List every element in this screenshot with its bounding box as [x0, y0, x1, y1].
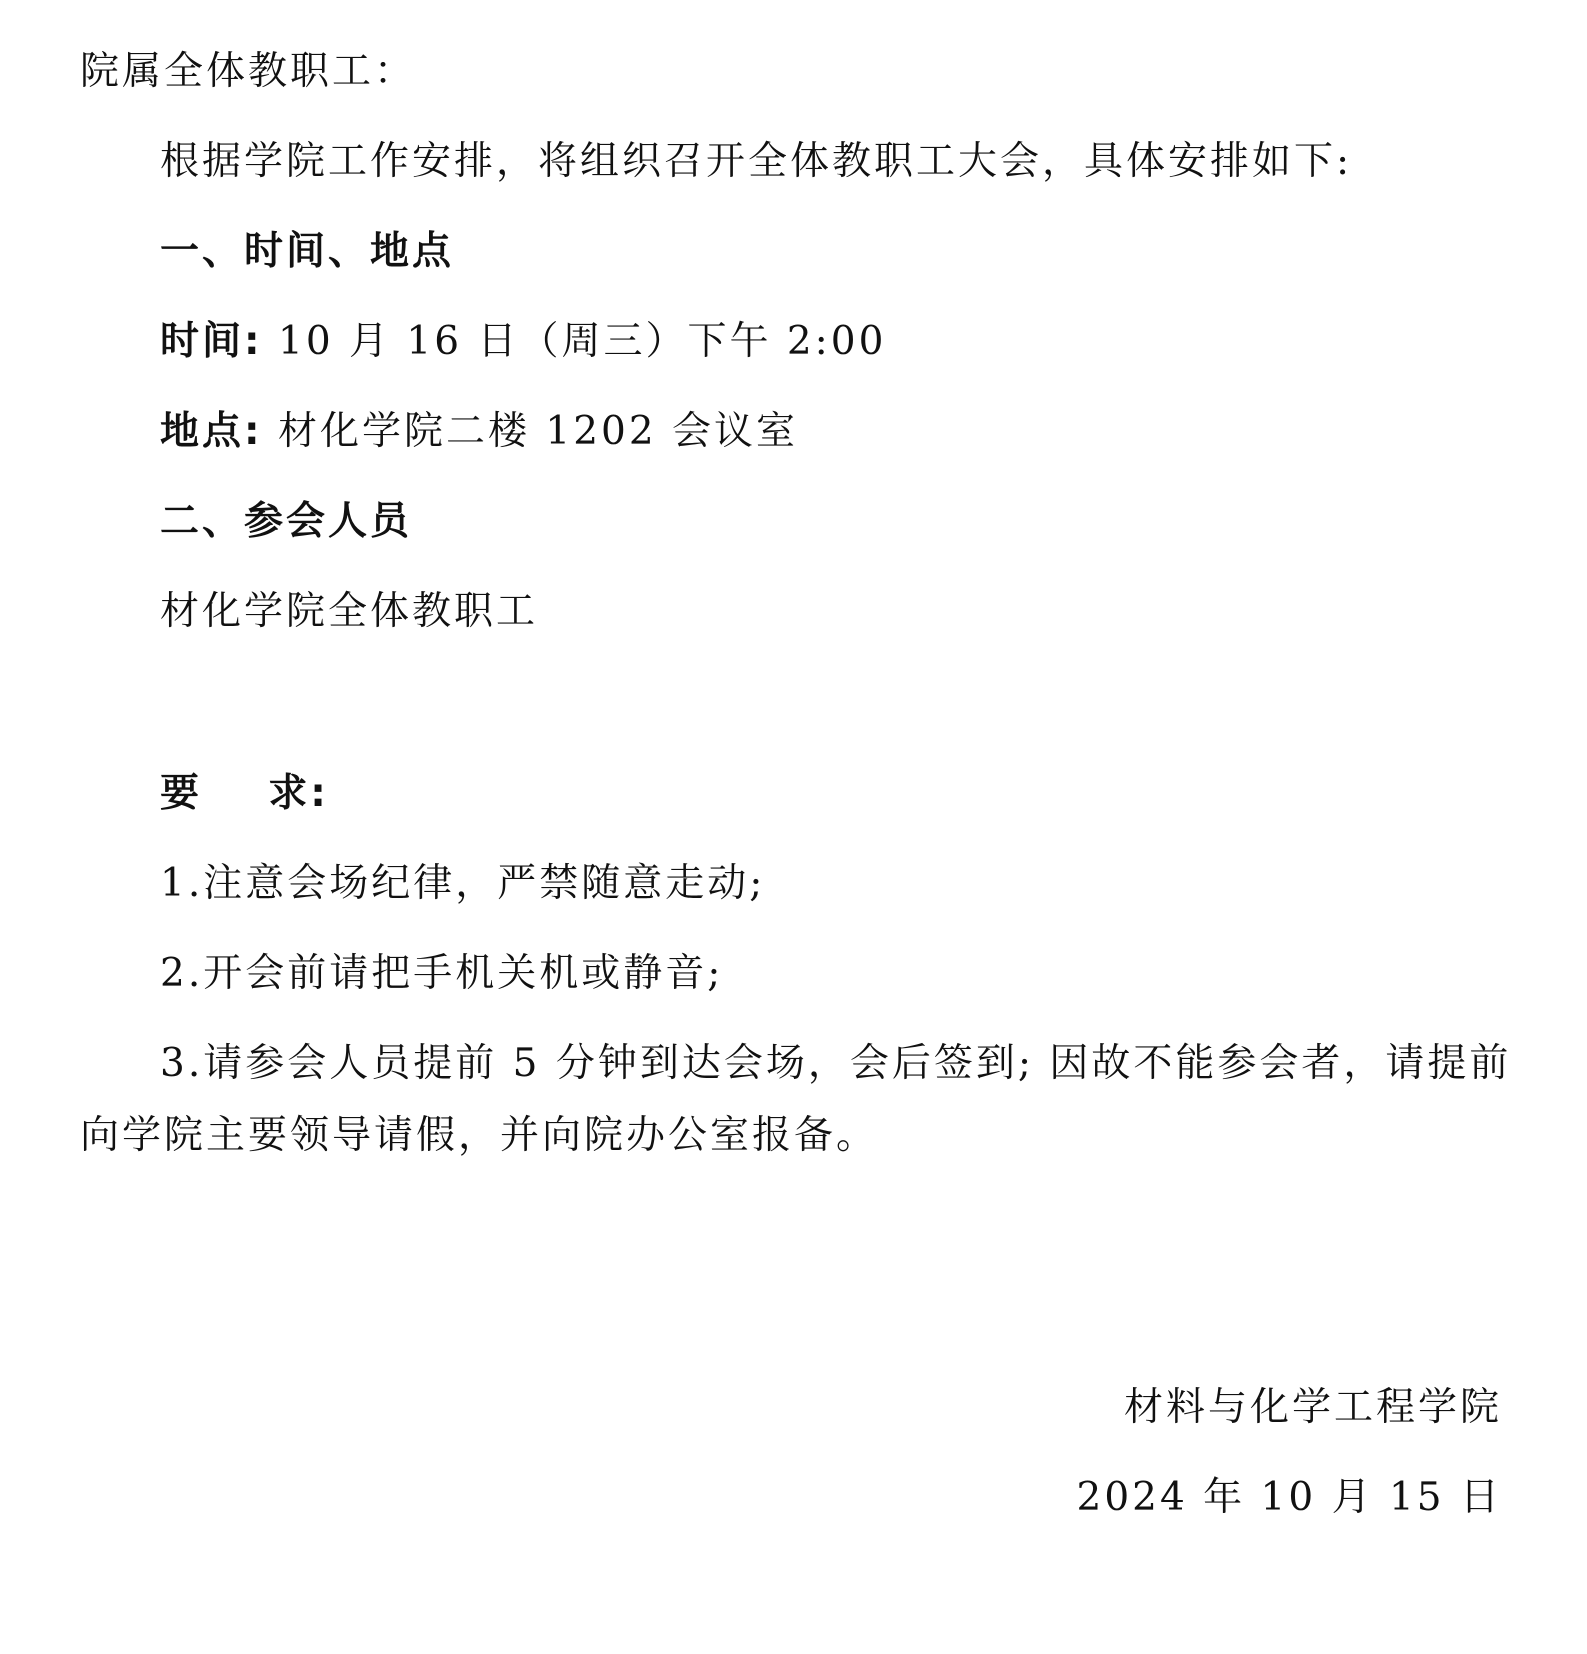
signature-date: 2024 年 10 月 15 日: [1076, 1475, 1502, 1520]
place-value: 材化学院二楼 1202 会议室: [278, 409, 799, 454]
requirement-item-1: 1.注意会场纪律，严禁随意走动;: [160, 861, 766, 906]
attendees-text: 材化学院全体教职工: [160, 589, 539, 634]
place-row: [160, 408, 798, 456]
requirement-item-2: 2.开会前请把手机关机或静音;: [160, 951, 724, 996]
requirement-item-3: 3.请参会人员提前 5 分钟到达会场，会后签到; 因故不能参会者，请提前: [160, 1041, 1512, 1086]
intro-paragraph: 根据学院工作安排，将组织召开全体教职工大会，具体安排如下:: [160, 139, 1353, 184]
section-heading-time-place: 一、时间、地点: [160, 229, 455, 274]
time-label: 时间:: [160, 319, 263, 364]
place-label: 地点:: [160, 409, 263, 454]
signature-org: 材料与化学工程学院: [1123, 1385, 1502, 1430]
salutation: 院属全体教职工：: [80, 49, 417, 94]
requirement-item-3-continuation: 向学院主要领导请假，并向院办公室报备。: [80, 1113, 879, 1158]
time-value: 10 月 16 日（周三）下午 2:00: [278, 319, 887, 364]
requirements-heading: 要 求:: [160, 771, 329, 816]
section-heading-attendees: 二、参会人员: [160, 499, 413, 544]
time-row: [160, 318, 886, 366]
